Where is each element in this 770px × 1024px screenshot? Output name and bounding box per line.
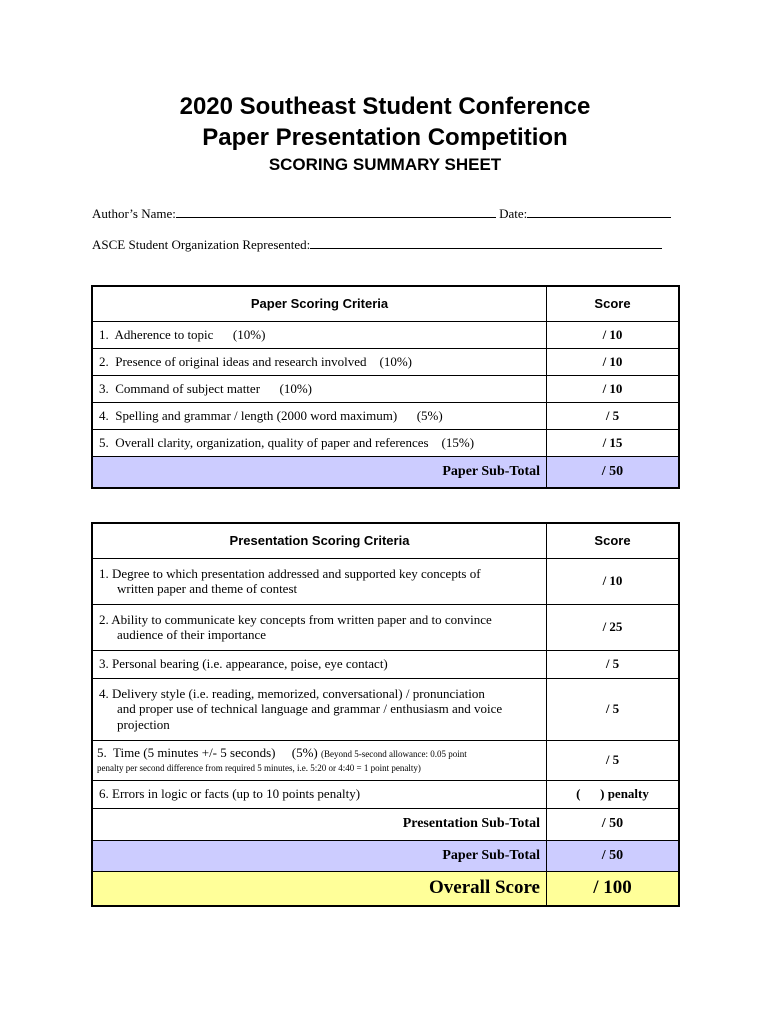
- table-row: [92, 558, 679, 604]
- criteria-text: [92, 678, 547, 740]
- organization-label: ASCE Student Organization Represented:: [92, 237, 311, 252]
- criteria-text: [92, 604, 547, 650]
- criteria-text: 6. Errors in logic or facts (up to 10 points penalty): [92, 780, 547, 808]
- criteria-text: [92, 740, 547, 780]
- paper-subtotal-label: Paper Sub-Total: [92, 456, 547, 488]
- criteria-text: 1. Adherence to topic (10%): [92, 321, 547, 348]
- table-row: [92, 604, 679, 650]
- criteria-line: audience of their importance: [117, 627, 267, 642]
- overall-score-value[interactable]: / 100: [547, 871, 680, 906]
- criteria-text: 5. Overall clarity, organization, quality of paper and references (15%): [92, 429, 547, 456]
- criteria-text: 2. Presence of original ideas and research involved (10%): [92, 348, 547, 375]
- criteria-line: projection: [117, 716, 170, 732]
- paper-subtotal-score[interactable]: / 50: [547, 456, 680, 488]
- score-cell[interactable]: / 10: [547, 375, 680, 402]
- paper-subtotal-row: [92, 456, 679, 488]
- paper-score-header: Score: [547, 286, 680, 321]
- criteria-line: and proper use of technical language and grammar / enthusiasm and voice: [117, 701, 503, 717]
- table-row: [92, 402, 679, 429]
- score-cell[interactable]: / 5: [547, 650, 680, 678]
- paper-subtotal-row: [92, 840, 679, 871]
- score-cell[interactable]: / 25: [547, 604, 680, 650]
- presentation-scoring-table: [91, 522, 680, 907]
- presentation-score-header: Score: [547, 523, 680, 558]
- presentation-criteria-header: Presentation Scoring Criteria: [92, 523, 547, 558]
- table-row: [92, 780, 679, 808]
- overall-score-label: Overall Score: [92, 871, 547, 906]
- date-label: Date:: [499, 206, 528, 221]
- criteria-line: 5. Time (5 minutes +/- 5 seconds) (5%): [97, 744, 318, 760]
- criteria-line: 1. Degree to which presentation addressed and supported key concepts of: [99, 566, 481, 581]
- paper-scoring-table: [91, 285, 680, 489]
- criteria-line: 2. Ability to communicate key concepts from written paper and to convince: [99, 612, 492, 627]
- score-cell[interactable]: / 10: [547, 321, 680, 348]
- table-row: [92, 740, 679, 780]
- date-field[interactable]: [527, 205, 671, 218]
- table-row: [92, 678, 679, 740]
- author-name-label: Author’s Name:: [92, 206, 176, 221]
- score-cell[interactable]: / 10: [547, 348, 680, 375]
- sheet-heading: SCORING SUMMARY SHEET: [268, 155, 502, 174]
- paper-criteria-header: Paper Scoring Criteria: [92, 286, 547, 321]
- document-subtitle: Paper Presentation Competition: [202, 124, 568, 151]
- criteria-note: penalty per second difference from required 5 minutes, i.e. 5:20 or 4:40 = 1 point penalty): [97, 762, 421, 773]
- author-name-field[interactable]: [176, 205, 496, 218]
- paper-subtotal-score[interactable]: / 50: [547, 840, 680, 871]
- score-cell[interactable]: / 5: [547, 740, 680, 780]
- presentation-subtotal-row: [92, 808, 679, 840]
- table-row: [92, 429, 679, 456]
- penalty-label: ) penalty: [600, 786, 649, 801]
- document-title: 2020 Southeast Student Conference: [179, 93, 591, 120]
- table-row: [92, 375, 679, 402]
- table-row: [92, 321, 679, 348]
- penalty-open: (: [576, 786, 581, 801]
- presentation-subtotal-score[interactable]: / 50: [547, 808, 680, 840]
- paper-subtotal-label: Paper Sub-Total: [92, 840, 547, 871]
- organization-line: [92, 236, 662, 253]
- score-cell[interactable]: / 10: [547, 558, 680, 604]
- table-row: [92, 348, 679, 375]
- score-cell[interactable]: / 5: [547, 402, 680, 429]
- criteria-line: 4. Delivery style (i.e. reading, memorized, conversational) / pronunciation: [99, 685, 485, 701]
- criteria-text: 3. Command of subject matter (10%): [92, 375, 547, 402]
- author-date-line: [92, 205, 671, 222]
- score-cell[interactable]: / 5: [547, 678, 680, 740]
- criteria-text: [92, 558, 547, 604]
- overall-score-row: [92, 871, 679, 906]
- score-cell[interactable]: / 15: [547, 429, 680, 456]
- penalty-cell[interactable]: [547, 780, 680, 808]
- criteria-text: 4. Spelling and grammar / length (2000 word maximum) (5%): [92, 402, 547, 429]
- presentation-subtotal-label: Presentation Sub-Total: [92, 808, 547, 840]
- criteria-line: written paper and theme of contest: [117, 581, 298, 596]
- criteria-note: (Beyond 5-second allowance: 0.05 point: [320, 748, 467, 759]
- table-row: [92, 650, 679, 678]
- organization-field[interactable]: [310, 236, 662, 249]
- criteria-text: 3. Personal bearing (i.e. appearance, poise, eye contact): [92, 650, 547, 678]
